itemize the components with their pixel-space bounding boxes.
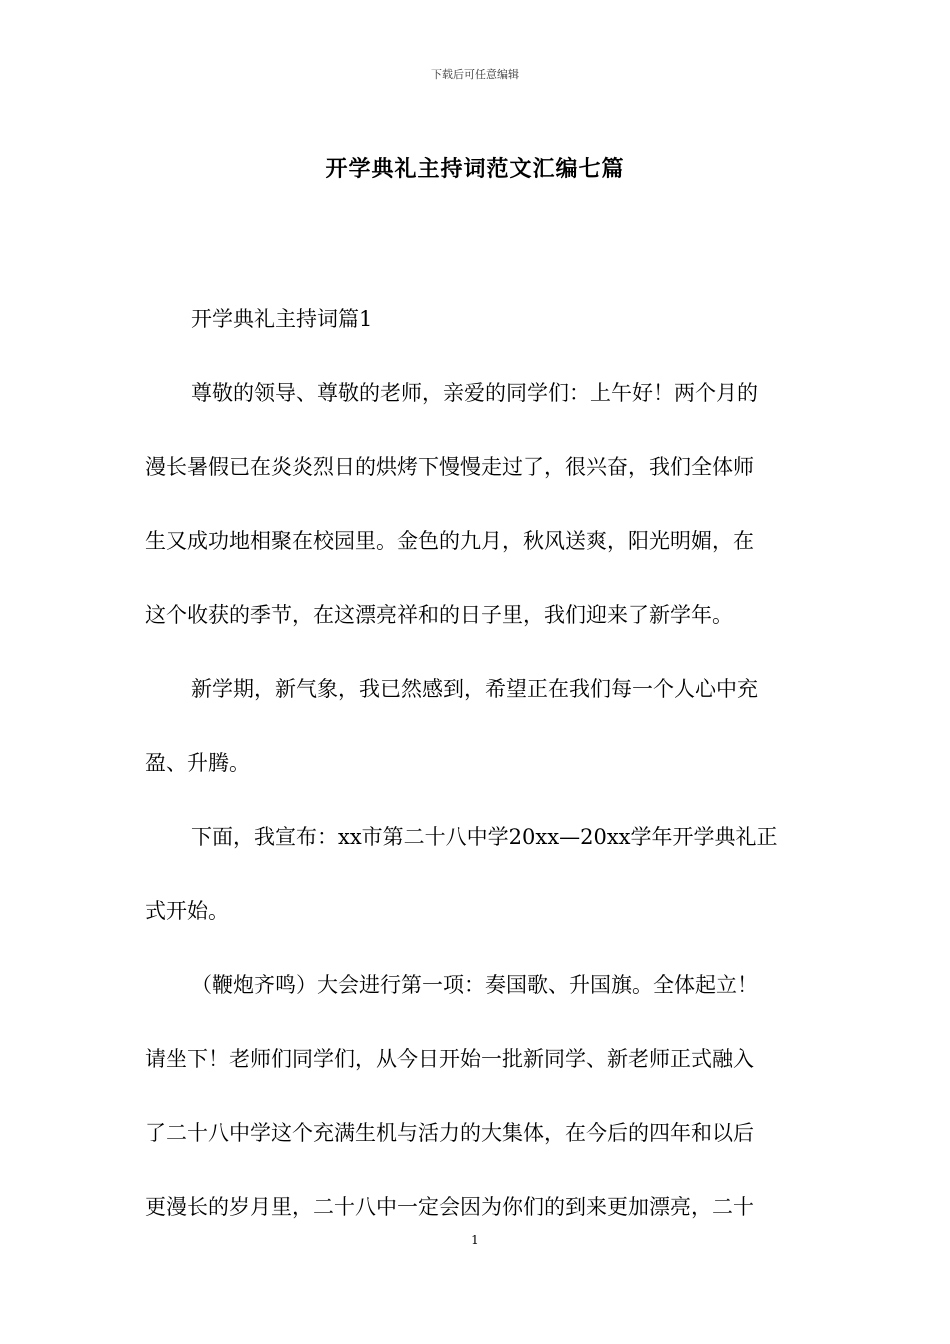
document-body (145, 282, 807, 1244)
text-line: 请坐下！老师们同学们，从今日开始一批新同学、新老师正式融入 (145, 1047, 754, 1071)
paragraph (145, 356, 807, 652)
text-line: 新学期，新气象，我已然感到，希望正在我们每一个人心中充 (191, 677, 758, 701)
paragraph (145, 652, 807, 800)
text-line: 式开始。 (145, 899, 229, 923)
paragraph (145, 948, 807, 1244)
text-line: 生又成功地相聚在校园里。金色的九月，秋风送爽，阳光明媚，在 (145, 529, 754, 553)
header-note: 下载后可任意编辑 (431, 68, 519, 81)
text-line: （鞭炮齐鸣）大会进行第一项：奏国歌、升国旗。全体起立！ (191, 973, 758, 997)
page-number: 1 (471, 1233, 479, 1247)
text-line: 更漫长的岁月里，二十八中一定会因为你们的到来更加漂亮，二十 (145, 1195, 754, 1219)
text-line: 了二十八中学这个充满生机与活力的大集体，在今后的四年和以后 (145, 1121, 754, 1145)
text-line: 漫长暑假已在炎炎烈日的烘烤下慢慢走过了，很兴奋，我们全体师 (145, 455, 754, 479)
text-line: 尊敬的领导、尊敬的老师，亲爱的同学们：上午好！两个月的 (191, 381, 758, 405)
text-line: 这个收获的季节，在这漂亮祥和的日子里，我们迎来了新学年。 (145, 603, 733, 627)
paragraph (145, 800, 807, 948)
paragraph-heading (145, 282, 807, 356)
text-line: 盈、升腾。 (145, 751, 250, 775)
text-line: 开学典礼主持词篇1 (191, 307, 373, 331)
text-line: 下面，我宣布：xx市第二十八中学20xx—20xx学年开学典礼正 (191, 825, 778, 849)
document-title: 开学典礼主持词范文汇编七篇 (325, 156, 625, 182)
